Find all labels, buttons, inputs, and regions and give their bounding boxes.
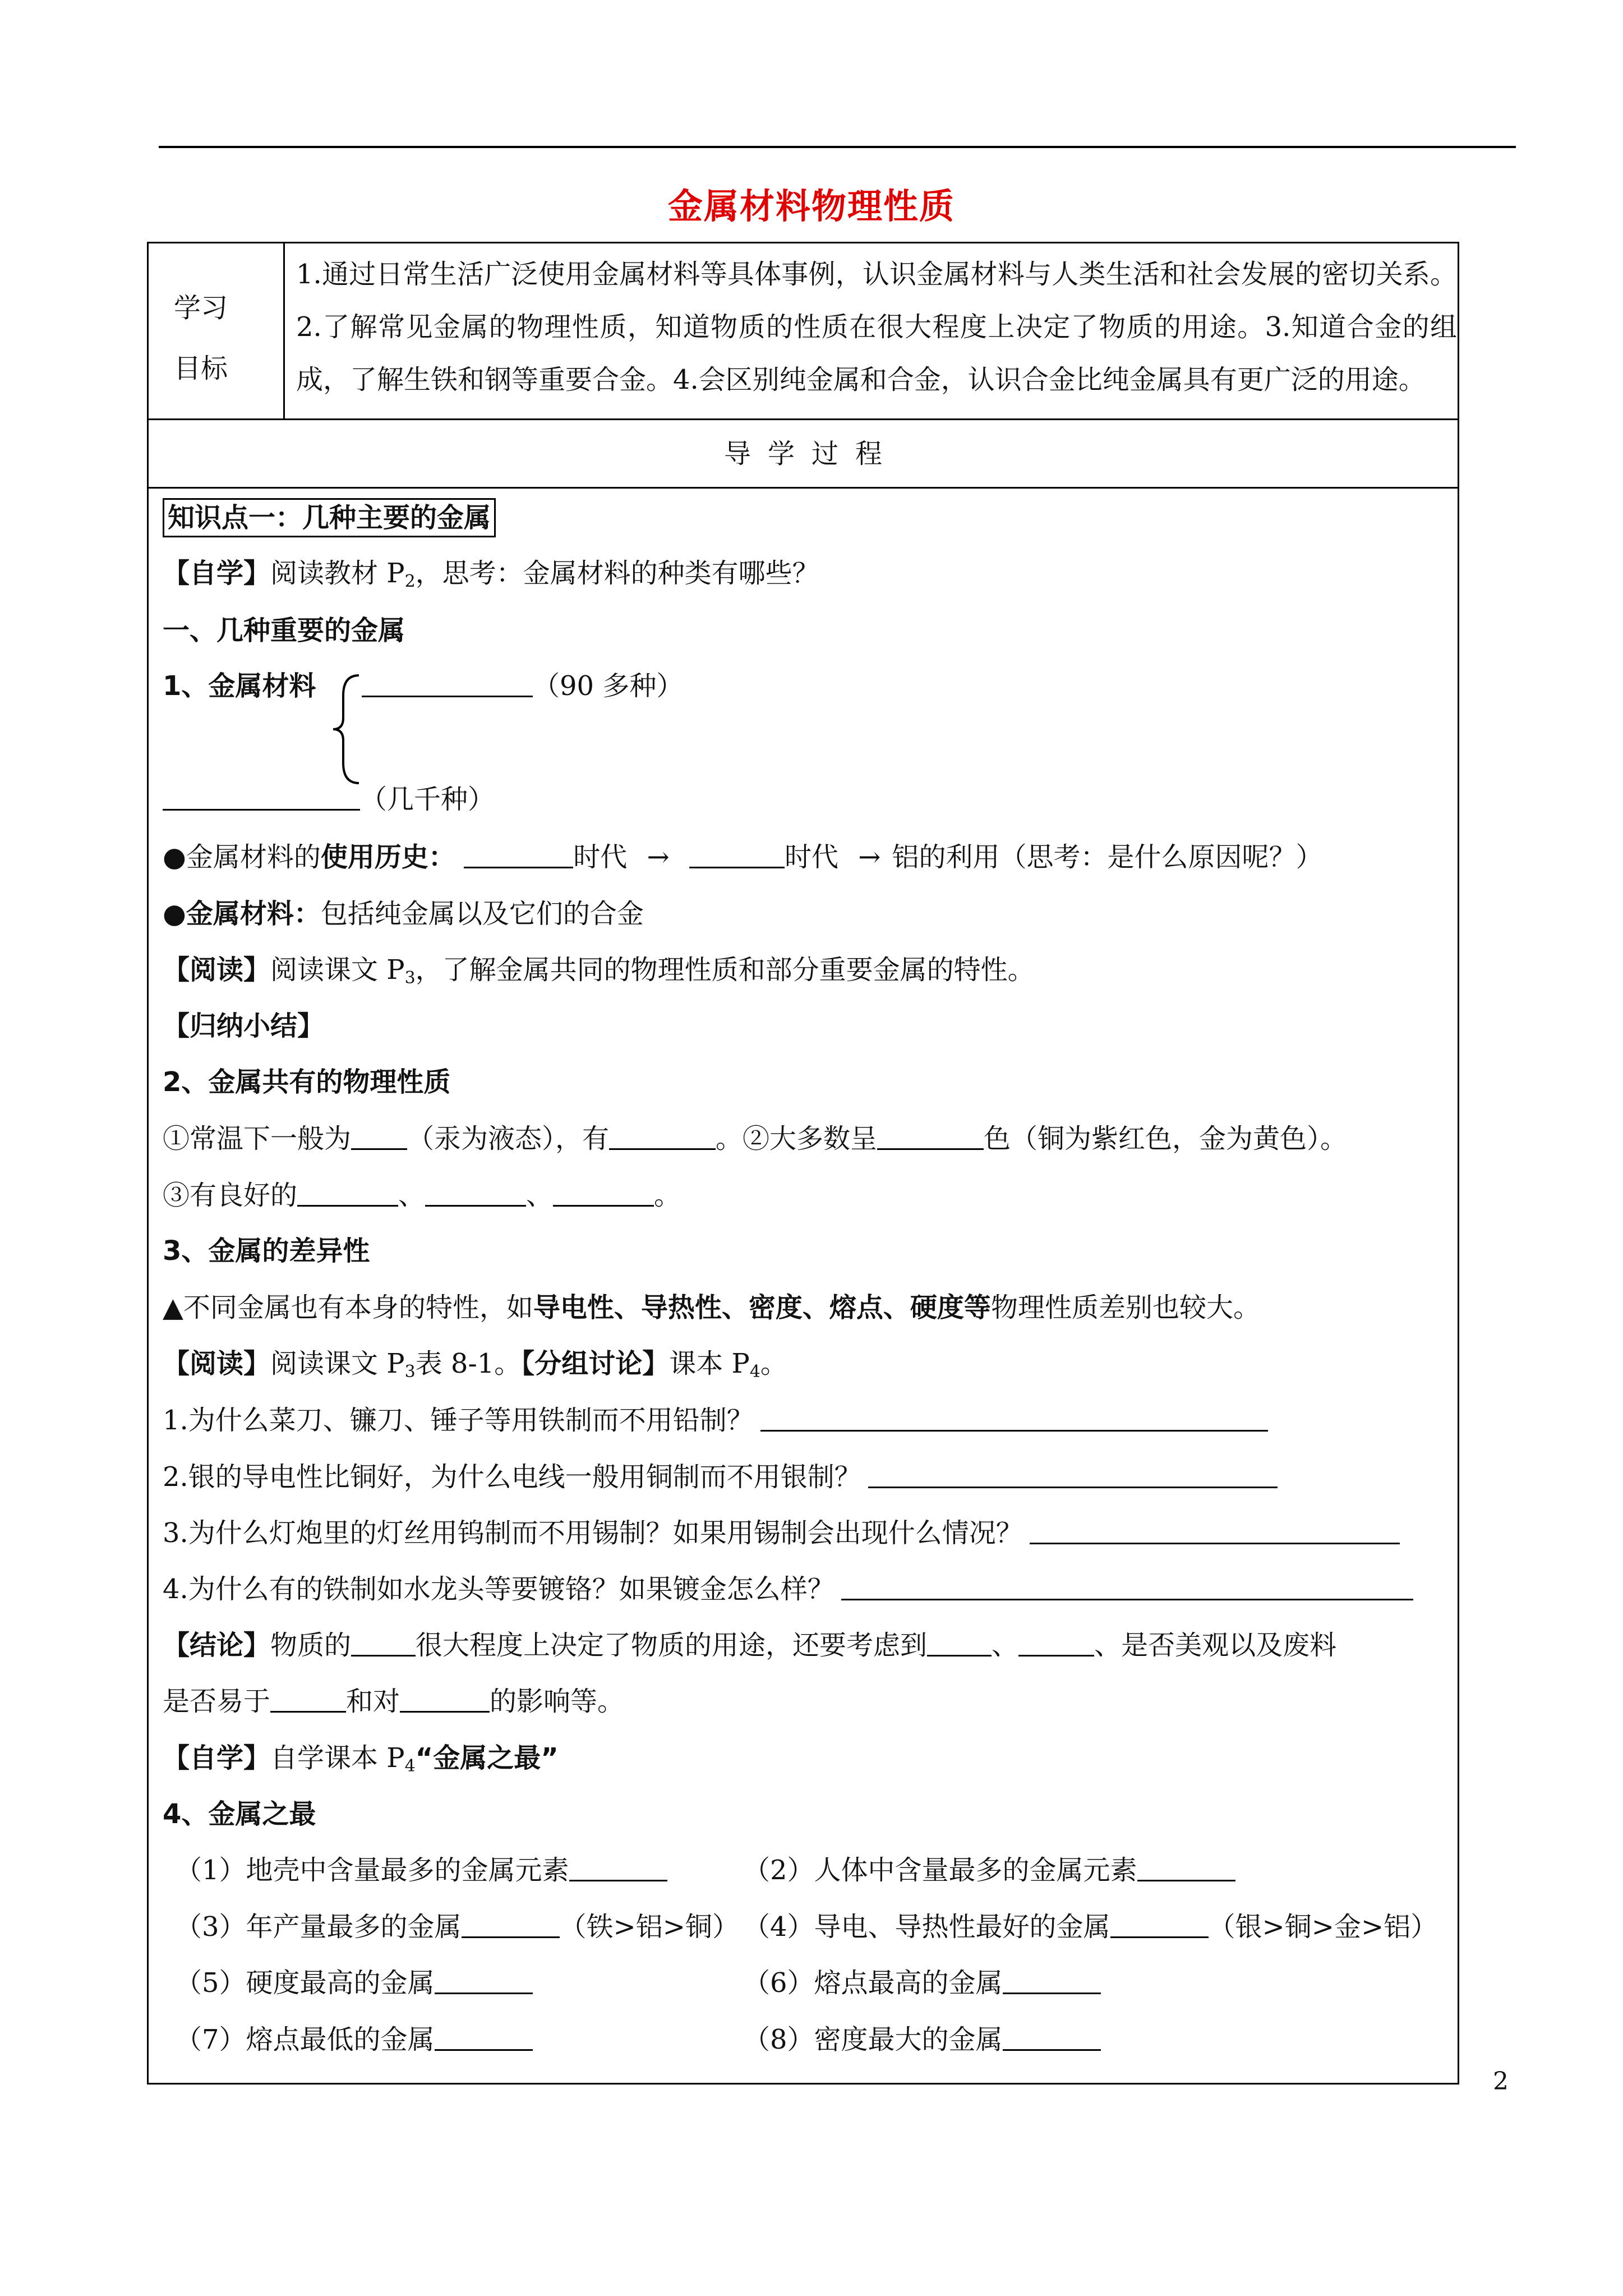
question-2: 2.银的导电性比铜好，为什么电线一般用铜制而不用银制？	[163, 1460, 1278, 1494]
section-2-title: 2、金属共有的物理性质	[163, 1066, 451, 1098]
header-rule	[159, 146, 1516, 148]
blank	[297, 1180, 398, 1207]
superlative-8: （8）密度最大的金属	[743, 2023, 1101, 2056]
superlative-3: （3）年产量最多的金属 （铁>铝>铜）	[175, 1911, 739, 1943]
superlative-5: （5）硬度最高的金属	[175, 1966, 533, 2000]
metal-material-definition: ●金属材料：包括纯金属以及它们的合金	[163, 898, 644, 930]
summary-tag: 【归纳小结】	[163, 1010, 325, 1042]
guide-divider	[147, 487, 1459, 489]
blank	[1003, 2024, 1101, 2051]
blank	[1137, 1855, 1235, 1881]
blank	[464, 842, 573, 868]
superlative-6: （6）熔点最高的金属	[743, 1966, 1101, 2000]
blank	[689, 842, 785, 868]
blank	[868, 1462, 1278, 1488]
blank	[425, 1180, 526, 1207]
superlative-4: （4）导电、导热性最好的金属 （银>铜>金>铝）	[743, 1911, 1438, 1943]
usage-history: ●金属材料的使用历史： 时代 → 时代 → 铝的利用（思考：是什么原因呢？）	[163, 841, 1323, 873]
brace-icon	[331, 673, 365, 785]
question-3: 3.为什么灯炮里的灯丝用钨制而不用锡制？如果用锡制会出现什么情况？	[163, 1516, 1400, 1550]
blank	[400, 1686, 490, 1713]
section-4-title: 4、金属之最	[163, 1798, 316, 1830]
blank	[362, 671, 533, 697]
guide-heading: 导学过程	[723, 438, 899, 470]
difference-line: ▲不同金属也有本身的特性，如导电性、导热性、密度、熔点、硬度等物理性质差别也较大。	[163, 1292, 1260, 1323]
blank	[553, 1180, 654, 1207]
superlative-1: （1）地壳中含量最多的金属元素	[175, 1853, 667, 1887]
metal-material-branch-1: （90 多种）	[362, 669, 683, 703]
section-3-title: 3、金属的差异性	[163, 1235, 370, 1267]
blank	[1030, 1518, 1400, 1544]
self-study-2: 【自学】自学课本 $P_4“$金属之最”	[163, 1742, 559, 1776]
blank	[351, 1630, 416, 1657]
blank	[760, 1405, 1268, 1432]
conclusion-line-2: 是否易于 和对 的影响等。	[163, 1686, 625, 1717]
superlative-2: （2）人体中含量最多的金属元素	[743, 1853, 1235, 1887]
question-4: 4.为什么有的铁制如水龙头等要镀铬？如果镀金怎么样？	[163, 1572, 1413, 1606]
blank	[462, 1912, 560, 1938]
blank	[1018, 1630, 1094, 1657]
reading-1: 【阅读】阅读课文 $P_3$，了解金属共同的物理性质和部分重要金属的特性。	[163, 954, 1035, 988]
blank	[1110, 1912, 1209, 1938]
page-title: 金属材料物理性质	[667, 186, 955, 227]
blank	[351, 1124, 407, 1150]
blank	[435, 1968, 533, 1994]
self-study-1: 【自学】阅读教材 $P_2$，思考：金属材料的种类有哪些？	[163, 558, 819, 591]
knowledge-point-1: 知识点一：几种主要的金属	[163, 501, 496, 535]
metal-material-branch-2: （几千种）	[163, 783, 495, 816]
goals-text: 1.通过日常生活广泛使用金属材料等具体事例，认识金属材料与人类生活和社会发展的密切关系。2.了解常见金属的物理性质，知道物质的性质在很大程度上决定了物质的用途。3.知道合金的组成，了解生铁和钢等重要合金。4.会区别纯金属和合金，认识合金比纯金属具有更广泛的用途。	[296, 259, 1457, 395]
blank	[270, 1686, 346, 1713]
goals-divider	[283, 242, 285, 420]
section-1-title: 一、几种重要的金属	[163, 615, 405, 646]
blank	[877, 1124, 984, 1150]
page-number: 2	[1493, 2067, 1509, 2096]
question-1: 1.为什么菜刀、镰刀、锤子等用铁制而不用铅制？	[163, 1404, 1268, 1437]
blank	[927, 1630, 992, 1657]
reading-2: 【阅读】阅读课文 $P_3$表 8-1。【分组讨论】课本 $P_4$。	[163, 1348, 787, 1382]
blank	[435, 2024, 533, 2051]
blank	[163, 784, 360, 811]
goals-label-1: 学习	[174, 292, 228, 324]
common-properties-line-2: ③有良好的 、 、 。	[163, 1180, 681, 1211]
conclusion-line-1: 【结论】物质的 很大程度上决定了物质的用途，还要考虑到 、 、是否美观以及废料	[163, 1630, 1337, 1661]
goals-label-2: 目标	[174, 353, 228, 384]
blank	[609, 1124, 716, 1150]
blank	[569, 1855, 667, 1881]
superlative-7: （7）熔点最低的金属	[175, 2023, 533, 2056]
blank	[841, 1574, 1413, 1600]
common-properties-line-1: ①常温下一般为 （汞为液态），有 。②大多数呈 色（铜为紫红色，金为黄色）。	[163, 1123, 1348, 1154]
blank	[1003, 1968, 1101, 1994]
metal-material-line: 1、金属材料	[163, 670, 316, 702]
